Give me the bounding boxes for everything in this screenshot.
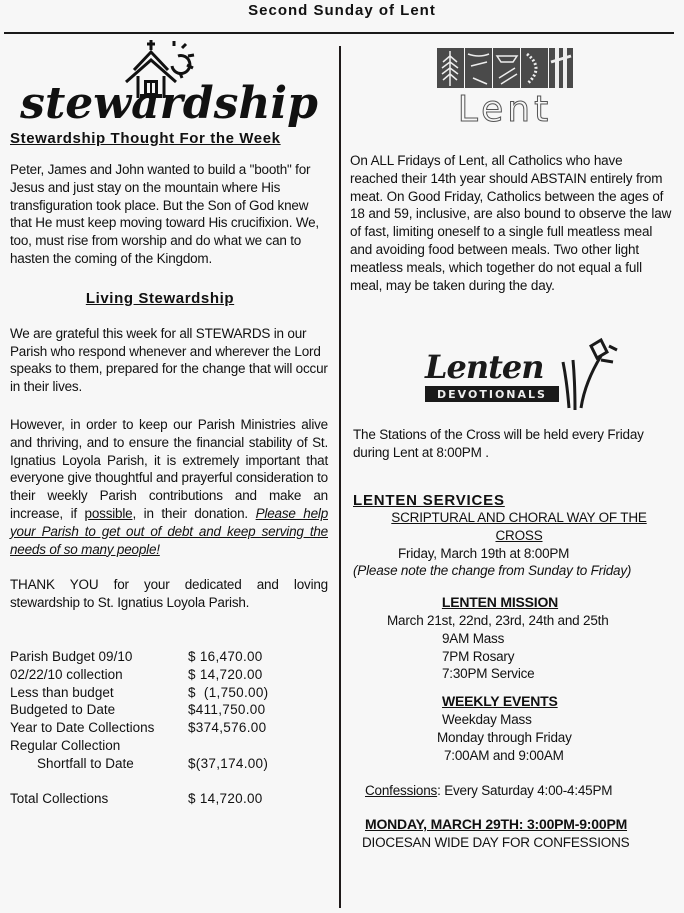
abstain-paragraph: On ALL Fridays of Lent, all Catholics who have reached their 14th year should ABSTAIN entirely from meat. On Good Friday, Catholics between the ages of 18 and 59, inclusive, are also bound to observe the law of fast, limiting oneself to a single full meatless meal and avoiding food between meals. Two other light meatless meals, which together do not equal a full meal, may be taken during the day. (350, 153, 672, 293)
confessions (350, 782, 672, 851)
column-divider (339, 46, 341, 908)
living-para-1: We are grateful this week for all STEWARDS in our Parish who respond whenever and wherever the Lord speaks to them, prepared for the change that will occur in their lives. (10, 325, 328, 395)
stewardship-logo (10, 36, 328, 128)
section-title-living: Living Stewardship (85, 289, 235, 307)
stewardship-logo-text: stewardship (20, 78, 318, 129)
mission-dates: March 21st, 22nd, 23rd, 24th and 25th (387, 612, 609, 628)
lenten-services (353, 492, 672, 580)
finance-label: Total Collections (10, 791, 109, 807)
section-title-thought: Stewardship Thought For the Week (10, 130, 281, 147)
confessions-label: Confessions (365, 783, 438, 799)
finance-row (10, 737, 328, 755)
weekly-line: Monday through Friday (437, 729, 572, 745)
lenten-devotionals-logo-icon (421, 332, 621, 414)
weekly-line: Weekday Mass (442, 711, 532, 727)
finance-row (10, 666, 328, 684)
lenten-mission-title: LENTEN MISSION (441, 594, 559, 611)
finance-value: $ 16,470.00 (188, 648, 263, 664)
lent-symbols-logo-icon (437, 48, 573, 130)
living-para-2-mid: , in their donation. (132, 505, 256, 521)
weekly-line: 7:00AM and 9:00AM (444, 747, 564, 763)
thought-body: Peter, James and John wanted to build a "booth" for Jesus and just stay on the mountain where His transfiguration took place. But the Son of God knew that He must keep moving toward His crucifixion. We, too, must rise from worship and do what we can to hasten the coming of the Kingdom. (10, 162, 319, 266)
lent-logo (338, 48, 672, 138)
finance-label: Regular Collection (10, 737, 121, 753)
living-para-3: THANK YOU for your dedicated and loving stewardship to St. Ignatius Loyola Parish. (10, 577, 328, 611)
services-subtitle: SCRIPTURAL AND CHORAL WAY OF THE CROSS (391, 509, 647, 543)
finance-value: $(37,174.00) (188, 755, 269, 771)
finance-label: Shortfall to Date (37, 755, 134, 771)
living-para-2 (10, 416, 328, 558)
mission-item: 7PM Rosary (442, 648, 515, 664)
finance-row (10, 648, 328, 666)
possible-underlined: possible (84, 505, 133, 521)
finance-label: 02/22/10 collection (10, 666, 123, 682)
finance-label: Less than budget (10, 684, 114, 700)
finance-label: Budgeted to Date (10, 702, 116, 718)
header-divider (4, 32, 674, 34)
confessions-text: : Every Saturday 4:00-4:45PM (437, 783, 613, 799)
mission-item: 7:30PM Service (442, 666, 535, 682)
services-when: Friday, March 19th at 8:00PM (398, 545, 570, 561)
mission-item: 9AM Mass (442, 630, 505, 646)
lent-logo-text: Lent (457, 89, 553, 130)
finance-row (10, 701, 328, 719)
living-para-2-emphasis: Please help your Parish to get out of debt and keep serving the needs of so many people! (10, 505, 329, 557)
confessions-special-title: MONDAY, MARCH 29TH: 3:00PM-9:00PM (365, 816, 628, 833)
confessions-special-text: DIOCESAN WIDE DAY FOR CONFESSIONS (362, 834, 630, 850)
right-column (350, 36, 672, 852)
finance-row (10, 755, 328, 773)
finance-value: $411,750.00 (188, 702, 266, 718)
stewardship-church-sun-logo-icon (20, 36, 318, 129)
finance-value: $ 14,720.00 (188, 791, 263, 807)
page-title: Second Sunday of Lent (248, 2, 436, 19)
weekly-events-title: WEEKLY EVENTS (442, 693, 558, 710)
finance-table (10, 648, 328, 808)
finance-row (10, 719, 328, 737)
stations-paragraph: The Stations of the Cross will be held every Friday during Lent at 8:00PM . (353, 427, 644, 461)
finance-value: $ (1,750.00) (188, 684, 269, 700)
lenten-logo-word: Lenten (425, 348, 544, 387)
finance-label: Year to Date Collections (10, 720, 155, 736)
lenten-services-title: LENTEN SERVICES (353, 491, 505, 509)
devotionals-banner: DEVOTIONALS (437, 388, 547, 402)
finance-value: $ 14,720.00 (188, 666, 263, 682)
left-column (10, 36, 328, 808)
confessions-line (350, 782, 672, 800)
lenten-mission (350, 594, 672, 683)
finance-label: Parish Budget 09/10 (10, 648, 133, 664)
services-note: (Please note the change from Sunday to Friday) (353, 563, 632, 579)
lenten-devotionals-logo (370, 332, 672, 414)
finance-row (10, 684, 328, 702)
finance-value: $374,576.00 (188, 720, 267, 736)
living-para-2-text: However, in order to keep our Parish Ministries alive and thriving, and to ensure the financial stability of St. Ignatius Loyola Parish, it is extremely important that everyone give thoughtful and prayerful consideration to their weekly Parish contributions and make an increase, if (10, 416, 328, 521)
weekly-events (350, 693, 672, 764)
finance-row (10, 790, 328, 808)
